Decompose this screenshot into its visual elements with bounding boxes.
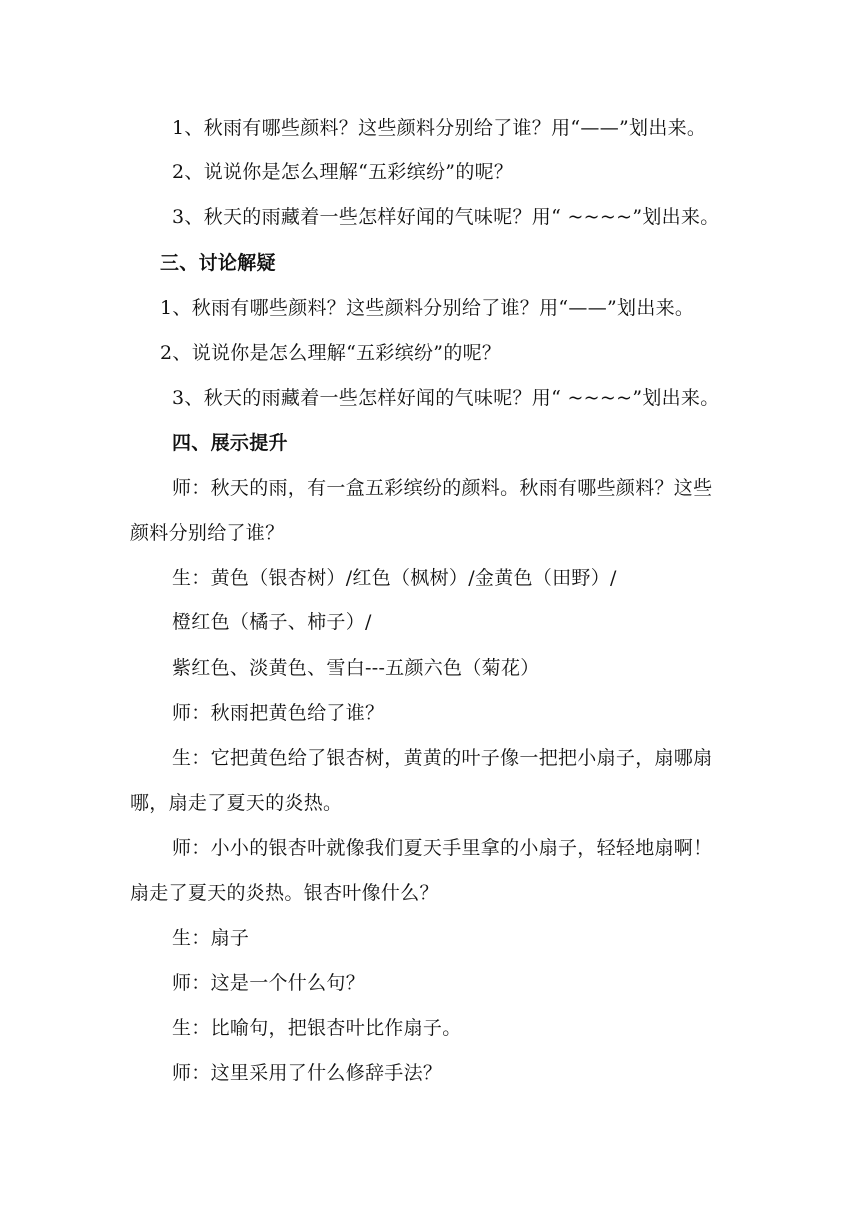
student-line-10: 生：比喻句，把银杏叶比作扇子。 [172,1017,462,1039]
question-1: 1、秋雨有哪些颜料？这些颜料分别给了谁？用“——”划出来。 [172,117,707,139]
question-3: 3、秋天的雨藏着一些怎样好闻的气味呢？用“ ~~~~”划出来。 [172,206,720,228]
teacher-line-9: 师：这是一个什么句？ [172,972,366,994]
teacher-line-11: 师：这里采用了什么修辞手法？ [172,1062,443,1084]
student-line-3: 橙红色（橘子、柿子）/ [172,611,372,633]
student-line-6a: 生：它把黄色给了银杏树，黄黄的叶子像一把把小扇子，扇哪扇 [172,747,713,769]
student-line-4: 紫红色、淡黄色、雪白---五颜六色（菊花） [172,657,540,679]
discussion-question-1: 1、秋雨有哪些颜料？这些颜料分别给了谁？用“——”划出来。 [160,297,695,319]
student-line-2: 生：黄色（银杏树）/红色（枫树）/金黄色（田野）/ [172,567,617,589]
student-line-8: 生：扇子 [172,927,250,949]
teacher-line-1a: 师：秋天的雨，有一盒五彩缤纷的颜料。秋雨有哪些颜料？这些 [172,477,713,499]
section-three-heading: 三、讨论解疑 [160,252,276,274]
teacher-line-7a: 师：小小的银杏叶就像我们夏天手里拿的小扇子，轻轻地扇啊！ [172,837,713,859]
discussion-question-3: 3、秋天的雨藏着一些怎样好闻的气味呢？用“ ~~~~”划出来。 [172,387,720,409]
teacher-line-1b: 颜料分别给了谁？ [130,522,285,544]
teacher-line-7b: 扇走了夏天的炎热。银杏叶像什么？ [130,882,439,904]
teacher-line-5: 师：秋雨把黄色给了谁？ [172,702,385,724]
section-four-heading: 四、展示提升 [172,432,288,454]
discussion-question-2: 2、说说你是怎么理解“五彩缤纷”的呢？ [160,342,502,364]
question-2: 2、说说你是怎么理解“五彩缤纷”的呢？ [172,161,514,183]
student-line-6b: 哪，扇走了夏天的炎热。 [130,792,343,814]
